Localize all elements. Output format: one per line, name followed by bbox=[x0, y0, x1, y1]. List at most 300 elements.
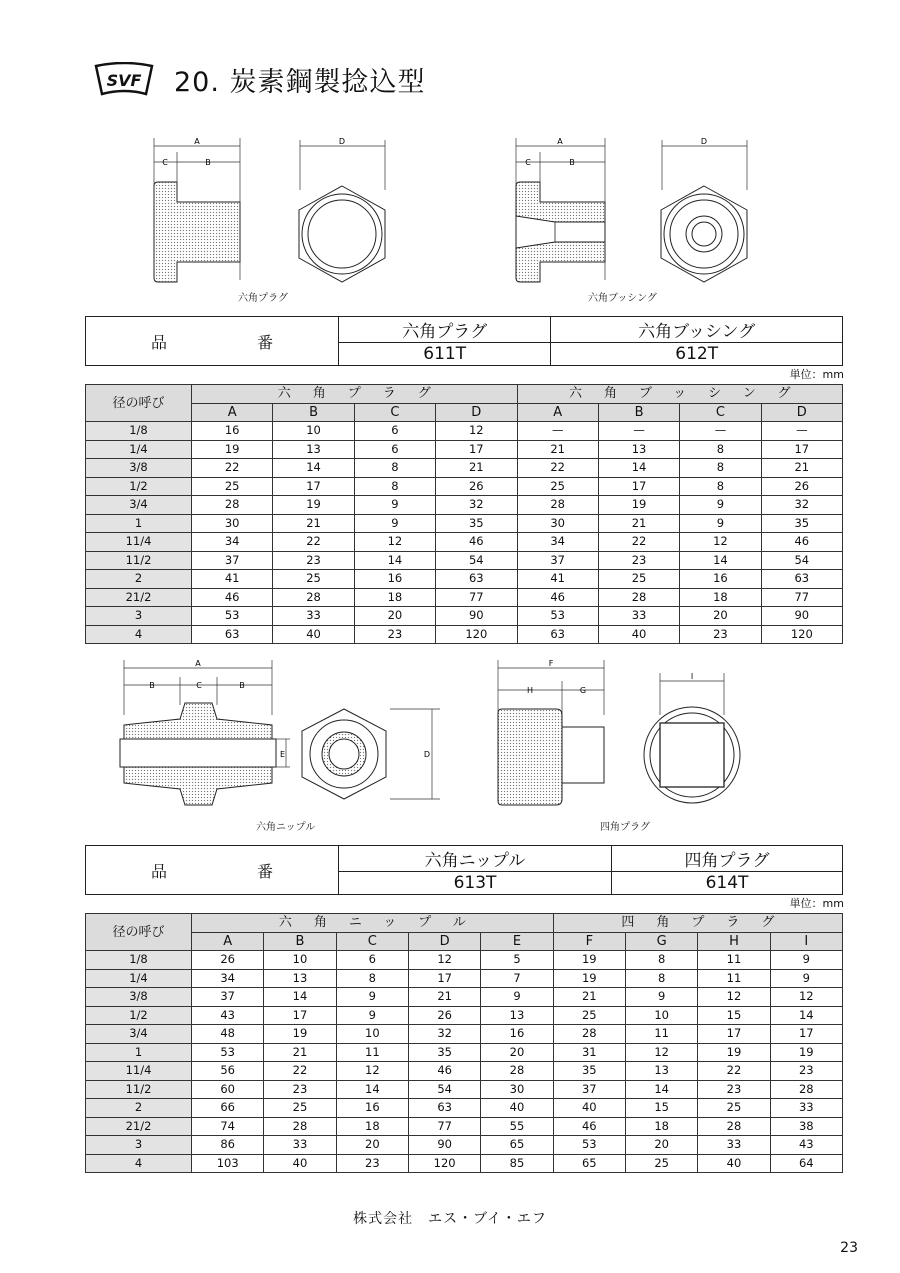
value-cell: 40 bbox=[273, 625, 354, 644]
svg-text:C: C bbox=[525, 158, 531, 167]
value-cell: 33 bbox=[598, 607, 679, 626]
value-cell: 19 bbox=[553, 951, 625, 970]
value-cell: 53 bbox=[192, 607, 273, 626]
value-cell: 46 bbox=[761, 533, 842, 552]
svg-text:B: B bbox=[569, 158, 575, 167]
value-cell: 17 bbox=[408, 969, 480, 988]
product-code-612t: 612T bbox=[551, 343, 843, 366]
column-header: E bbox=[481, 932, 553, 951]
value-cell: 37 bbox=[192, 551, 273, 570]
value-cell: 54 bbox=[761, 551, 842, 570]
value-cell: 90 bbox=[761, 607, 842, 626]
size-cell: 11/4 bbox=[86, 1062, 192, 1081]
hex-plug-front-drawing bbox=[299, 137, 385, 282]
value-cell: 10 bbox=[625, 1006, 697, 1025]
value-cell: 37 bbox=[192, 988, 264, 1007]
value-cell: 11 bbox=[698, 969, 770, 988]
value-cell: 37 bbox=[553, 1080, 625, 1099]
group-header-hex-bushing: 六角ブッシング bbox=[517, 385, 843, 404]
logo-text: SVF bbox=[106, 71, 142, 90]
value-cell: 17 bbox=[436, 440, 517, 459]
value-cell: 77 bbox=[761, 588, 842, 607]
value-cell: 23 bbox=[264, 1080, 336, 1099]
value-cell: 54 bbox=[408, 1080, 480, 1099]
svg-text:D: D bbox=[700, 137, 708, 146]
value-cell: 41 bbox=[517, 570, 598, 589]
table-row bbox=[86, 1117, 843, 1136]
value-cell: 41 bbox=[192, 570, 273, 589]
value-cell: 43 bbox=[770, 1136, 842, 1155]
size-cell: 3/4 bbox=[86, 1025, 192, 1044]
table-row bbox=[86, 533, 843, 552]
value-cell: 30 bbox=[517, 514, 598, 533]
value-cell: 74 bbox=[192, 1117, 264, 1136]
value-cell: 22 bbox=[192, 459, 273, 478]
value-cell: 14 bbox=[354, 551, 435, 570]
column-header: B bbox=[273, 403, 354, 422]
size-cell: 11/2 bbox=[86, 1080, 192, 1099]
table-row bbox=[86, 477, 843, 496]
product-code-611t: 611T bbox=[339, 343, 551, 366]
size-header: 径の呼び bbox=[86, 914, 192, 951]
value-cell: 9 bbox=[680, 514, 761, 533]
value-cell: 14 bbox=[680, 551, 761, 570]
value-cell: 21 bbox=[408, 988, 480, 1007]
value-cell: 18 bbox=[336, 1117, 408, 1136]
value-cell: 16 bbox=[680, 570, 761, 589]
value-cell: 23 bbox=[354, 625, 435, 644]
value-cell: 17 bbox=[273, 477, 354, 496]
size-cell: 21/2 bbox=[86, 1117, 192, 1136]
value-cell: 28 bbox=[517, 496, 598, 515]
size-cell: 1 bbox=[86, 1043, 192, 1062]
value-cell: 37 bbox=[517, 551, 598, 570]
column-header: A bbox=[517, 403, 598, 422]
unit-label-1: 単位：mm bbox=[789, 368, 844, 381]
value-cell: 40 bbox=[481, 1099, 553, 1118]
value-cell: 9 bbox=[770, 951, 842, 970]
value-cell: 34 bbox=[192, 969, 264, 988]
value-cell: 60 bbox=[192, 1080, 264, 1099]
value-cell: 13 bbox=[481, 1006, 553, 1025]
value-cell: 53 bbox=[517, 607, 598, 626]
value-cell: 25 bbox=[598, 570, 679, 589]
value-cell: 34 bbox=[192, 533, 273, 552]
size-cell: 1/2 bbox=[86, 477, 192, 496]
svg-text:A: A bbox=[194, 137, 200, 146]
value-cell: 23 bbox=[770, 1062, 842, 1081]
value-cell: 54 bbox=[436, 551, 517, 570]
value-cell: 12 bbox=[625, 1043, 697, 1062]
column-header: D bbox=[408, 932, 480, 951]
size-cell: 1/8 bbox=[86, 422, 192, 441]
value-cell: 33 bbox=[264, 1136, 336, 1155]
product-number-label: 品 番 bbox=[86, 846, 339, 895]
value-cell: 33 bbox=[770, 1099, 842, 1118]
value-cell: 40 bbox=[264, 1154, 336, 1173]
svg-text:C: C bbox=[196, 681, 202, 690]
product-number-table-2 bbox=[85, 845, 843, 895]
size-cell: 3/8 bbox=[86, 988, 192, 1007]
value-cell: 12 bbox=[698, 988, 770, 1007]
value-cell: 9 bbox=[336, 988, 408, 1007]
value-cell: 22 bbox=[598, 533, 679, 552]
value-cell: 46 bbox=[192, 588, 273, 607]
value-cell: 8 bbox=[354, 459, 435, 478]
value-cell: 13 bbox=[264, 969, 336, 988]
value-cell: 25 bbox=[264, 1099, 336, 1118]
column-header: C bbox=[336, 932, 408, 951]
value-cell: 5 bbox=[481, 951, 553, 970]
value-cell: — bbox=[761, 422, 842, 441]
column-header: I bbox=[770, 932, 842, 951]
value-cell: 14 bbox=[625, 1080, 697, 1099]
size-cell: 4 bbox=[86, 625, 192, 644]
svg-text:A: A bbox=[195, 659, 201, 668]
column-header: C bbox=[680, 403, 761, 422]
value-cell: 13 bbox=[598, 440, 679, 459]
table-row bbox=[86, 1025, 843, 1044]
product-number-label: 品 番 bbox=[86, 317, 339, 366]
table-row bbox=[86, 570, 843, 589]
company-name: 株式会社 エス・ブイ・エフ bbox=[353, 1211, 547, 1227]
value-cell: 30 bbox=[481, 1080, 553, 1099]
size-cell: 1/8 bbox=[86, 951, 192, 970]
svg-text:I: I bbox=[690, 672, 694, 681]
value-cell: 9 bbox=[770, 969, 842, 988]
value-cell: 25 bbox=[625, 1154, 697, 1173]
column-header: F bbox=[553, 932, 625, 951]
value-cell: 28 bbox=[192, 496, 273, 515]
value-cell: 64 bbox=[770, 1154, 842, 1173]
value-cell: 21 bbox=[553, 988, 625, 1007]
column-header: C bbox=[354, 403, 435, 422]
value-cell: 120 bbox=[761, 625, 842, 644]
svg-text:D: D bbox=[338, 137, 346, 146]
value-cell: 14 bbox=[273, 459, 354, 478]
value-cell: 6 bbox=[354, 440, 435, 459]
size-cell: 21/2 bbox=[86, 588, 192, 607]
product-name-hex-bushing: 六角ブッシング bbox=[551, 317, 843, 343]
value-cell: 23 bbox=[698, 1080, 770, 1099]
value-cell: 20 bbox=[625, 1136, 697, 1155]
value-cell: 9 bbox=[481, 988, 553, 1007]
value-cell: 31 bbox=[553, 1043, 625, 1062]
product-code-613t: 613T bbox=[339, 872, 612, 895]
value-cell: 23 bbox=[598, 551, 679, 570]
column-header: D bbox=[436, 403, 517, 422]
value-cell: 12 bbox=[336, 1062, 408, 1081]
size-cell: 1/4 bbox=[86, 440, 192, 459]
caption-hex-nipple: 六角ニップル bbox=[256, 822, 316, 833]
value-cell: 21 bbox=[598, 514, 679, 533]
value-cell: 63 bbox=[517, 625, 598, 644]
value-cell: 26 bbox=[436, 477, 517, 496]
value-cell: 12 bbox=[408, 951, 480, 970]
value-cell: 30 bbox=[192, 514, 273, 533]
table-row bbox=[86, 1043, 843, 1062]
svg-text:B: B bbox=[149, 681, 155, 690]
size-cell: 1/2 bbox=[86, 1006, 192, 1025]
value-cell: 19 bbox=[273, 496, 354, 515]
value-cell: 17 bbox=[598, 477, 679, 496]
value-cell: 18 bbox=[354, 588, 435, 607]
svg-text:A: A bbox=[557, 137, 563, 146]
value-cell: 55 bbox=[481, 1117, 553, 1136]
size-cell: 2 bbox=[86, 1099, 192, 1118]
value-cell: 17 bbox=[770, 1025, 842, 1044]
value-cell: 26 bbox=[192, 951, 264, 970]
value-cell: 46 bbox=[553, 1117, 625, 1136]
size-header: 径の呼び bbox=[86, 385, 192, 422]
value-cell: 22 bbox=[698, 1062, 770, 1081]
figures-row-2 bbox=[110, 655, 750, 815]
value-cell: 11 bbox=[698, 951, 770, 970]
value-cell: 17 bbox=[761, 440, 842, 459]
value-cell: 77 bbox=[436, 588, 517, 607]
value-cell: 25 bbox=[553, 1006, 625, 1025]
value-cell: 9 bbox=[354, 514, 435, 533]
value-cell: 38 bbox=[770, 1117, 842, 1136]
value-cell: 19 bbox=[698, 1043, 770, 1062]
table-row bbox=[86, 588, 843, 607]
value-cell: 28 bbox=[698, 1117, 770, 1136]
value-cell: 35 bbox=[553, 1062, 625, 1081]
value-cell: 35 bbox=[436, 514, 517, 533]
value-cell: 13 bbox=[625, 1062, 697, 1081]
value-cell: 14 bbox=[770, 1006, 842, 1025]
svg-text:E: E bbox=[279, 750, 285, 759]
table-row bbox=[86, 496, 843, 515]
value-cell: 16 bbox=[481, 1025, 553, 1044]
dimension-table-2 bbox=[85, 913, 843, 1173]
caption-hex-plug: 六角プラグ bbox=[238, 293, 288, 304]
value-cell: 86 bbox=[192, 1136, 264, 1155]
table-row bbox=[86, 440, 843, 459]
value-cell: 26 bbox=[408, 1006, 480, 1025]
value-cell: 90 bbox=[436, 607, 517, 626]
value-cell: 22 bbox=[264, 1062, 336, 1081]
value-cell: 20 bbox=[481, 1043, 553, 1062]
value-cell: 14 bbox=[598, 459, 679, 478]
square-plug-front-drawing bbox=[644, 672, 740, 803]
hex-bushing-side-drawing bbox=[516, 137, 605, 282]
value-cell: 8 bbox=[625, 969, 697, 988]
value-cell: 22 bbox=[273, 533, 354, 552]
value-cell: 16 bbox=[354, 570, 435, 589]
value-cell: — bbox=[680, 422, 761, 441]
value-cell: 25 bbox=[273, 570, 354, 589]
column-header: H bbox=[698, 932, 770, 951]
value-cell: 18 bbox=[680, 588, 761, 607]
value-cell: 25 bbox=[192, 477, 273, 496]
value-cell: 28 bbox=[264, 1117, 336, 1136]
value-cell: 28 bbox=[598, 588, 679, 607]
value-cell: 21 bbox=[264, 1043, 336, 1062]
table-row bbox=[86, 422, 843, 441]
product-code-614t: 614T bbox=[612, 872, 843, 895]
value-cell: 7 bbox=[481, 969, 553, 988]
product-name-hex-plug: 六角プラグ bbox=[339, 317, 551, 343]
value-cell: 63 bbox=[436, 570, 517, 589]
value-cell: 20 bbox=[354, 607, 435, 626]
value-cell: 15 bbox=[698, 1006, 770, 1025]
caption-square-plug: 四角プラグ bbox=[600, 822, 650, 833]
square-plug-side-drawing bbox=[498, 659, 604, 805]
value-cell: 12 bbox=[680, 533, 761, 552]
value-cell: 12 bbox=[770, 988, 842, 1007]
hex-nipple-side-drawing bbox=[120, 659, 290, 805]
value-cell: 19 bbox=[598, 496, 679, 515]
value-cell: — bbox=[598, 422, 679, 441]
value-cell: 10 bbox=[273, 422, 354, 441]
value-cell: 11 bbox=[625, 1025, 697, 1044]
value-cell: 19 bbox=[264, 1025, 336, 1044]
hex-nipple-front-drawing bbox=[302, 709, 440, 799]
table-row bbox=[86, 551, 843, 570]
value-cell: 32 bbox=[408, 1025, 480, 1044]
size-cell: 11/4 bbox=[86, 533, 192, 552]
column-header: D bbox=[761, 403, 842, 422]
svg-text:H: H bbox=[526, 686, 534, 695]
value-cell: 9 bbox=[625, 988, 697, 1007]
table-row bbox=[86, 514, 843, 533]
unit-label-2: 単位：mm bbox=[789, 897, 844, 910]
svg-text:C: C bbox=[162, 158, 168, 167]
hex-plug-side-drawing bbox=[154, 137, 240, 282]
value-cell: 19 bbox=[770, 1043, 842, 1062]
hex-bushing-front-drawing bbox=[661, 137, 747, 282]
table-row bbox=[86, 1154, 843, 1173]
value-cell: 43 bbox=[192, 1006, 264, 1025]
value-cell: 35 bbox=[761, 514, 842, 533]
svf-logo bbox=[92, 62, 156, 98]
product-name-hex-nipple: 六角ニップル bbox=[339, 846, 612, 872]
value-cell: 16 bbox=[192, 422, 273, 441]
column-header: B bbox=[598, 403, 679, 422]
value-cell: 15 bbox=[625, 1099, 697, 1118]
size-cell: 11/2 bbox=[86, 551, 192, 570]
size-cell: 3 bbox=[86, 1136, 192, 1155]
value-cell: 34 bbox=[517, 533, 598, 552]
table-row bbox=[86, 1136, 843, 1155]
table-row bbox=[86, 1080, 843, 1099]
value-cell: 63 bbox=[761, 570, 842, 589]
table-row bbox=[86, 1099, 843, 1118]
value-cell: 20 bbox=[336, 1136, 408, 1155]
value-cell: 53 bbox=[192, 1043, 264, 1062]
value-cell: 40 bbox=[598, 625, 679, 644]
value-cell: 46 bbox=[408, 1062, 480, 1081]
column-header: G bbox=[625, 932, 697, 951]
svg-text:B: B bbox=[205, 158, 211, 167]
svg-text:F: F bbox=[548, 659, 554, 668]
table-row bbox=[86, 1006, 843, 1025]
value-cell: 65 bbox=[481, 1136, 553, 1155]
page-number: 23 bbox=[840, 1240, 858, 1256]
svg-text:B: B bbox=[239, 681, 245, 690]
value-cell: 23 bbox=[273, 551, 354, 570]
table-row bbox=[86, 951, 843, 970]
value-cell: 17 bbox=[698, 1025, 770, 1044]
value-cell: 28 bbox=[553, 1025, 625, 1044]
value-cell: 77 bbox=[408, 1117, 480, 1136]
value-cell: 23 bbox=[336, 1154, 408, 1173]
value-cell: 26 bbox=[761, 477, 842, 496]
value-cell: 6 bbox=[336, 951, 408, 970]
value-cell: — bbox=[517, 422, 598, 441]
value-cell: 63 bbox=[408, 1099, 480, 1118]
value-cell: 32 bbox=[436, 496, 517, 515]
table-row bbox=[86, 607, 843, 626]
group-header-hex-nipple: 六角ニップル bbox=[192, 914, 554, 933]
value-cell: 9 bbox=[354, 496, 435, 515]
value-cell: 85 bbox=[481, 1154, 553, 1173]
page-title: 20. 炭素鋼製捻込型 bbox=[174, 67, 426, 98]
value-cell: 11 bbox=[336, 1043, 408, 1062]
value-cell: 21 bbox=[761, 459, 842, 478]
caption-hex-bushing: 六角ブッシング bbox=[588, 293, 657, 304]
table-row bbox=[86, 459, 843, 478]
value-cell: 13 bbox=[273, 440, 354, 459]
value-cell: 21 bbox=[436, 459, 517, 478]
value-cell: 56 bbox=[192, 1062, 264, 1081]
value-cell: 12 bbox=[354, 533, 435, 552]
value-cell: 46 bbox=[436, 533, 517, 552]
table-row bbox=[86, 969, 843, 988]
value-cell: 65 bbox=[553, 1154, 625, 1173]
value-cell: 9 bbox=[680, 496, 761, 515]
value-cell: 32 bbox=[761, 496, 842, 515]
value-cell: 17 bbox=[264, 1006, 336, 1025]
value-cell: 53 bbox=[553, 1136, 625, 1155]
value-cell: 25 bbox=[517, 477, 598, 496]
value-cell: 18 bbox=[625, 1117, 697, 1136]
value-cell: 22 bbox=[517, 459, 598, 478]
value-cell: 40 bbox=[553, 1099, 625, 1118]
value-cell: 28 bbox=[273, 588, 354, 607]
size-cell: 2 bbox=[86, 570, 192, 589]
size-cell: 1 bbox=[86, 514, 192, 533]
value-cell: 9 bbox=[336, 1006, 408, 1025]
value-cell: 40 bbox=[698, 1154, 770, 1173]
value-cell: 48 bbox=[192, 1025, 264, 1044]
product-name-square-plug: 四角プラグ bbox=[612, 846, 843, 872]
value-cell: 12 bbox=[436, 422, 517, 441]
value-cell: 16 bbox=[336, 1099, 408, 1118]
value-cell: 33 bbox=[698, 1136, 770, 1155]
group-header-square-plug: 四角プラグ bbox=[553, 914, 842, 933]
size-cell: 1/4 bbox=[86, 969, 192, 988]
value-cell: 20 bbox=[680, 607, 761, 626]
value-cell: 66 bbox=[192, 1099, 264, 1118]
column-header: B bbox=[264, 932, 336, 951]
size-cell: 3/4 bbox=[86, 496, 192, 515]
table-row bbox=[86, 1062, 843, 1081]
value-cell: 14 bbox=[336, 1080, 408, 1099]
value-cell: 21 bbox=[517, 440, 598, 459]
value-cell: 19 bbox=[192, 440, 273, 459]
size-cell: 3/8 bbox=[86, 459, 192, 478]
value-cell: 46 bbox=[517, 588, 598, 607]
table-row bbox=[86, 625, 843, 644]
value-cell: 10 bbox=[264, 951, 336, 970]
value-cell: 28 bbox=[770, 1080, 842, 1099]
value-cell: 8 bbox=[680, 459, 761, 478]
size-cell: 3 bbox=[86, 607, 192, 626]
value-cell: 120 bbox=[408, 1154, 480, 1173]
value-cell: 120 bbox=[436, 625, 517, 644]
